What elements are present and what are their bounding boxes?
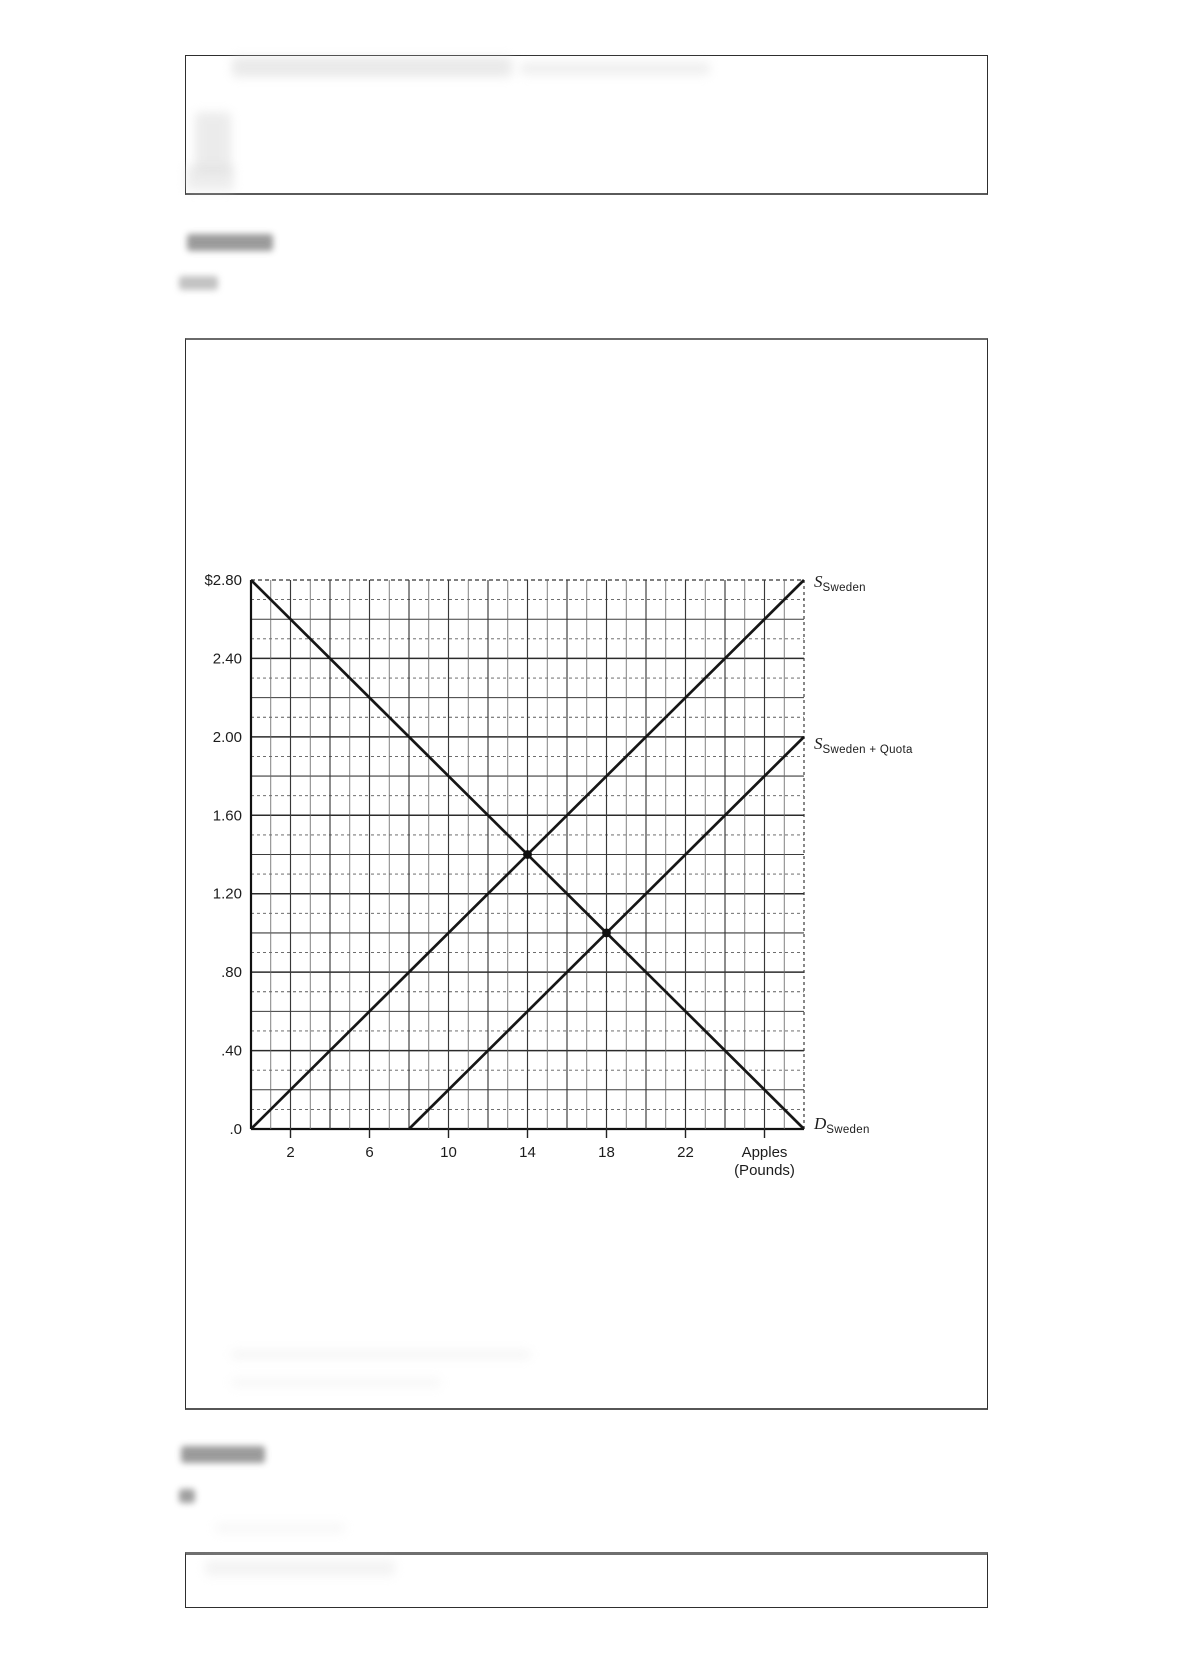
y-tick-label: .0 [229,1121,242,1138]
equilibrium-point [523,850,532,859]
ghost-text [186,165,234,191]
label-supply-sweden-plus-quota [814,734,913,756]
ghost-text [215,1523,345,1533]
curve-letter: S [814,572,823,591]
y-tick-label: 2.00 [212,728,242,746]
ghost-text [520,62,710,75]
label-supply-sweden [814,572,866,594]
x-tick-label: 18 [598,1144,615,1161]
blurred-answer-value [179,1489,195,1503]
x-axis-title: Apples [741,1144,788,1161]
y-tick-label: $2.80 [204,572,242,589]
blurred-answer-label [181,1446,265,1463]
curve-subscript: Sweden + Quota [822,744,913,756]
curve-letter: S [814,734,823,753]
ghost-text [231,1350,531,1359]
x-tick-label: 2 [286,1144,295,1161]
curve-subscript: Sweden [826,1124,870,1136]
y-tick-label: 2.40 [212,650,242,668]
blurred-answer-value [179,276,218,290]
x-tick-label: 14 [519,1144,536,1161]
curve-letter: D [814,1114,827,1133]
y-tick-label: 1.60 [212,807,242,825]
y-tick-label: .40 [221,1042,242,1060]
x-axis-title: (Pounds) [734,1162,795,1179]
x-tick-label: 10 [440,1144,457,1161]
x-tick-label: 6 [365,1144,374,1161]
blurred-answer-label [187,234,273,251]
ghost-text [232,57,512,77]
ghost-text [231,1378,441,1387]
supply-demand-chart [186,340,989,1412]
curve-subscript: Sweden [822,582,866,594]
y-tick-label: .80 [221,964,242,982]
ghost-text [205,1560,395,1576]
equilibrium-point [602,929,611,938]
x-tick-label: 22 [677,1144,694,1161]
x-axis [286,1129,795,1179]
y-tick-label: 1.20 [212,885,242,903]
figure-box [185,338,988,1410]
y-axis [204,572,242,1138]
label-demand-sweden [814,1114,870,1136]
